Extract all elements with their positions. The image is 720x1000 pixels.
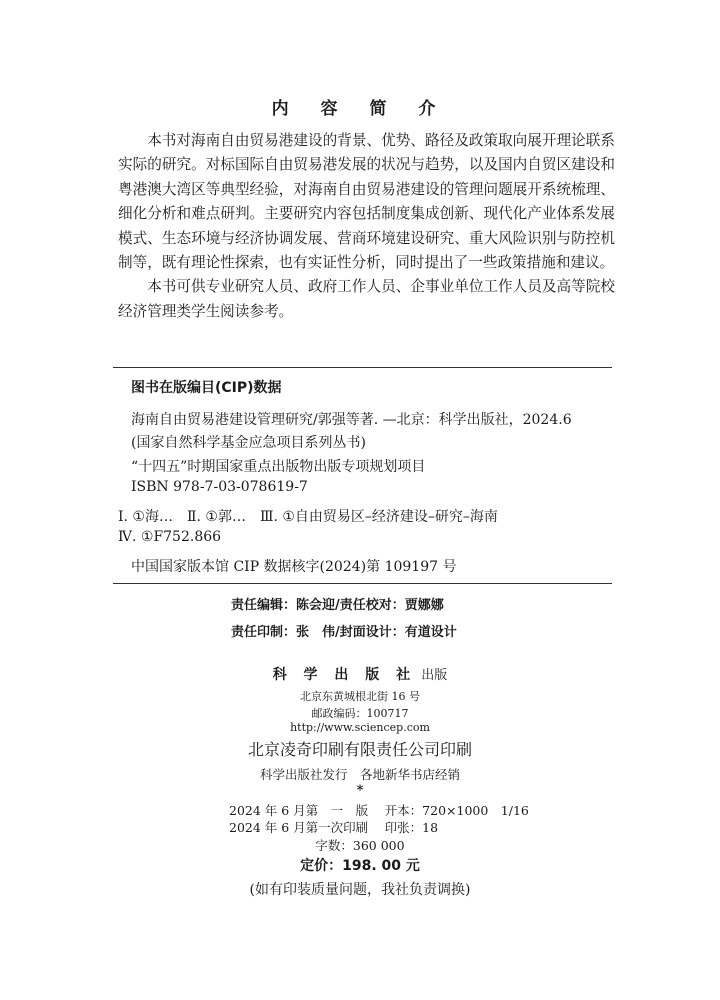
edition-info: 2024 年 6 月第 一 版 开本：720×1000 1/16: [229, 803, 529, 818]
cip-bottom-rule: [113, 583, 612, 584]
cip-classification: Ⅰ. ①海… Ⅱ. ①郭… Ⅲ. ①自由贸易区–经济建设–研究–海南: [118, 509, 498, 525]
credits-editors: 责任编辑：陈会迎/责任校对：贾娜娜: [231, 598, 444, 613]
quality-notice: (如有印装质量问题，我社负责调换): [249, 882, 471, 898]
cip-title-line: 海南自由贸易港建设管理研究/郭强等著. —北京：科学出版社，2024.6: [131, 412, 572, 428]
publisher-url: http://www.sciencep.com: [290, 721, 430, 734]
summary-text: [118, 129, 615, 324]
printing-info: 2024 年 6 月第一次印刷 印张：18: [229, 820, 439, 835]
cip-project-line: “十四五”时期国家重点出版物出版专项规划项目: [131, 459, 426, 475]
cip-top-rule: [113, 367, 612, 368]
credits-production: 责任印制：张 伟/封面设计：有道设计: [231, 625, 457, 640]
summary-paragraph: 本书对海南自由贸易港建设的背景、优势、路径及政策取向展开理论联系实际的研究。对标国际自由贸易港发展的状况与趋势，以及国内自贸区建设和粤港澳大湾区等典型经验，对海南自由贸易港建设的管理问题展开系统梳理、细化分析和难点研判。主要研究内容包括制度集成创新、现代化产业体系发展模式、生态环境与经济协调发展、营商环境建设研究、重大风险识别与防控机制等，既有理论性探索，也有实证性分析，同时提出了一些政策措施和建议。: [118, 132, 615, 272]
printer: 北京凌奇印刷有限责任公司印刷: [247, 740, 472, 759]
publisher-name: 科 学 出 版 社: [272, 667, 417, 683]
cip-series-line: (国家自然科学基金应急项目系列丛书): [131, 435, 366, 451]
cip-record-number: 中国国家版本馆 CIP 数据核字(2024)第 109197 号: [131, 559, 457, 575]
distribution: 科学出版社发行 各地新华书店经销: [259, 767, 460, 782]
publisher-postcode: 邮政编码：100717: [311, 707, 409, 720]
publisher-address: 北京东黄城根北街 16 号: [300, 690, 420, 703]
cip-classification-code: Ⅳ. ①F752.866: [118, 529, 222, 545]
word-count: 字数：360 000: [315, 838, 405, 853]
summary-paragraph: 本书可供专业研究人员、政府工作人员、企事业单位工作人员及高等院校经济管理类学生阅读参考。: [118, 278, 615, 320]
separator-star: *: [356, 783, 364, 798]
price: 定价：198. 00 元: [300, 858, 420, 874]
summary-title: 内 容 简 介: [271, 99, 449, 119]
cip-heading: 图书在版编目(CIP)数据: [131, 380, 282, 396]
publisher-suffix: 出版: [421, 668, 448, 683]
publisher-line: [0, 664, 720, 684]
cip-isbn: ISBN 978-7-03-078619-7: [131, 479, 308, 495]
